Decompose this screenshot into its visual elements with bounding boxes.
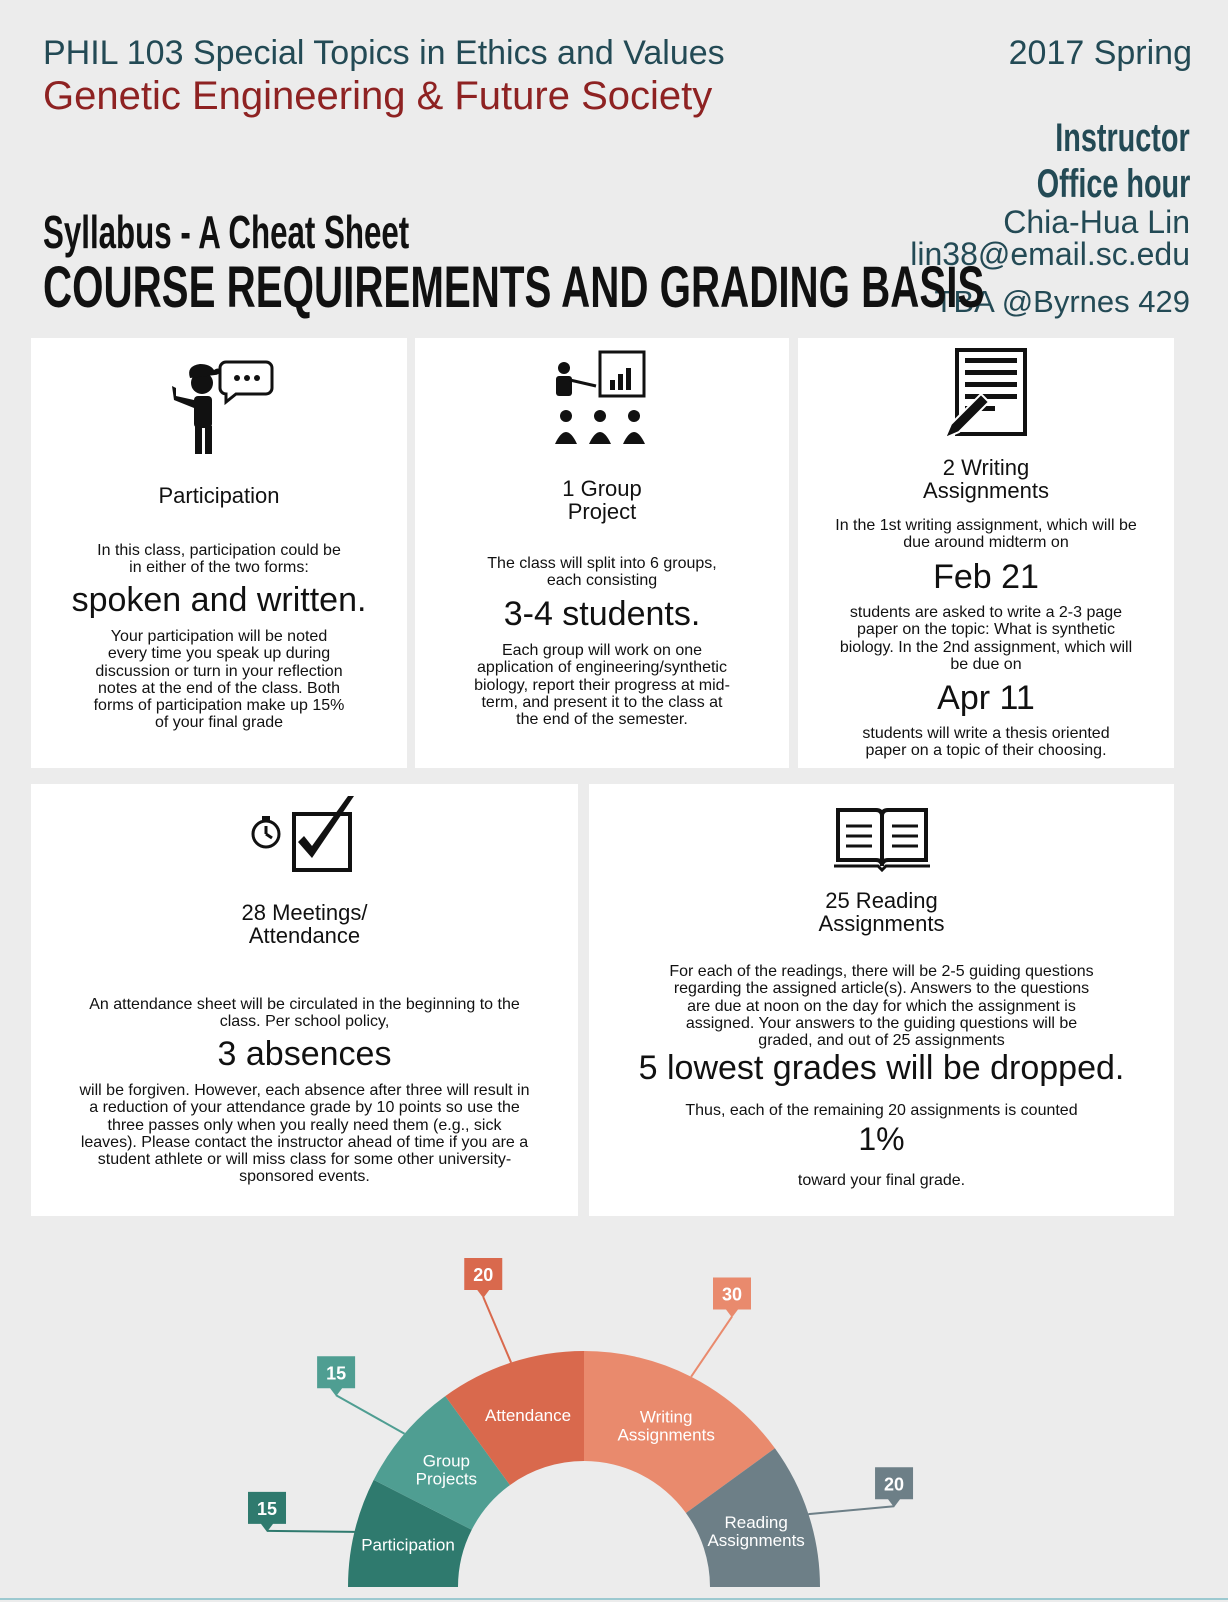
slice-label-writing-assignments: Writing Assignments bbox=[617, 1407, 715, 1445]
group-project-body: Each group will work on one application of engineering/synthetic biology, report their progress at mid-term, and present it to the class at the end of the semester. bbox=[474, 642, 730, 729]
writing-date1: Feb 21 bbox=[933, 558, 1039, 596]
writing-date2: Apr 11 bbox=[937, 679, 1035, 717]
participation-intro: In this class, participation could be in either of the two forms: bbox=[97, 542, 341, 577]
group-project-highlight: 3-4 students. bbox=[503, 595, 701, 633]
office-hour-label: Office hour bbox=[1036, 162, 1190, 206]
document-pen-icon bbox=[941, 346, 1031, 442]
writing-assignments-card bbox=[798, 338, 1174, 768]
writing-title-line1: 2 Writing bbox=[942, 455, 1030, 480]
cheat-sheet-title: Syllabus - A Cheat Sheet bbox=[43, 206, 410, 258]
office-hour-location: TBA @Byrnes 429 bbox=[934, 284, 1190, 319]
stopwatch-checkbox-icon bbox=[250, 794, 360, 874]
group-project-title-line2: Project bbox=[567, 499, 637, 524]
pin-connector-writing-assignments bbox=[691, 1317, 732, 1377]
writing-intro: In the 1st writing assignment, which will be due around midterm on bbox=[835, 517, 1137, 552]
pin-connector-attendance bbox=[483, 1297, 511, 1363]
pin-value-writing-assignments: 30 bbox=[721, 1284, 743, 1305]
group-project-card bbox=[415, 338, 789, 768]
pin-connector-group-projects bbox=[336, 1395, 404, 1433]
attendance-title-line1: 28 Meetings/ bbox=[241, 900, 368, 925]
attendance-body: will be forgiven. However, each absence after three will result in a reduction of your attendance grade by 10 points so use the three passes only when you really need them (e.g., sick leaves). Please contact the instructor ahead of time if you are a student athlete or will miss class for some other university-sponsored events. bbox=[79, 1082, 530, 1186]
writing-title-line2: Assignments bbox=[923, 478, 1049, 503]
attendance-title-line2: Attendance bbox=[248, 923, 361, 948]
pin-value-reading-assignments: 20 bbox=[884, 1474, 905, 1495]
slice-label-reading-assignments: Reading Assignments bbox=[707, 1513, 805, 1551]
pin-value-group-projects: 15 bbox=[326, 1363, 347, 1384]
reading-intro: For each of the readings, there will be 2-5 guiding questions regarding the assigned article(s). Answers to the questions are due at noon on the day for which the assignment is assigned. Your answers to the guiding questions will be graded, and out of 25 assignments bbox=[669, 963, 1094, 1050]
bottom-divider bbox=[0, 1598, 1228, 1600]
writing-middle: students are asked to write a 2-3 page paper on the topic: What is synthetic biology. In the 2nd assignment, which will be due on bbox=[839, 604, 1133, 673]
speaking-person-icon bbox=[164, 348, 274, 458]
instructor-email: lin38@email.sc.edu bbox=[910, 236, 1190, 272]
slice-label-attendance: Attendance bbox=[485, 1405, 572, 1425]
participation-card bbox=[31, 338, 407, 768]
group-project-intro: The class will split into 6 groups, each consisting bbox=[487, 555, 717, 590]
pin-connector-participation bbox=[267, 1531, 355, 1532]
reading-body: toward your final grade. bbox=[797, 1172, 966, 1189]
reading-highlight: 5 lowest grades will be dropped. bbox=[638, 1049, 1125, 1087]
reading-middle: Thus, each of the remaining 20 assignments is counted bbox=[685, 1102, 1078, 1119]
requirements-title: COURSE REQUIREMENTS AND GRADING BASIS bbox=[43, 255, 985, 320]
attendance-intro: An attendance sheet will be circulated in the beginning to the class. Per school policy, bbox=[89, 996, 520, 1031]
reading-percent: 1% bbox=[858, 1121, 905, 1157]
presentation-icon bbox=[552, 348, 652, 448]
pin-value-participation: 15 bbox=[256, 1498, 278, 1519]
slice-label-participation: Participation bbox=[361, 1535, 455, 1555]
instructor-label: Instructor bbox=[1055, 116, 1190, 160]
attendance-highlight: 3 absences bbox=[217, 1035, 392, 1073]
instructor-name: Chia-Hua Lin bbox=[1003, 204, 1190, 240]
participation-title: Participation bbox=[158, 483, 280, 508]
group-project-title-line1: 1 Group bbox=[562, 476, 642, 501]
participation-highlight: spoken and written. bbox=[71, 581, 367, 619]
pin-value-attendance: 20 bbox=[473, 1264, 494, 1285]
slice-label-group-projects: Group Projects bbox=[415, 1451, 478, 1489]
course-name: Genetic Engineering & Future Society bbox=[43, 74, 713, 118]
pin-connector-reading-assignments bbox=[808, 1506, 894, 1514]
grading-half-donut-chart bbox=[0, 1225, 1228, 1602]
reading-title-line1: 25 Reading bbox=[825, 888, 938, 913]
writing-body: students will write a thesis oriented paper on a topic of their choosing. bbox=[862, 725, 1110, 760]
open-book-icon bbox=[832, 802, 932, 872]
reading-title-line2: Assignments bbox=[818, 911, 945, 936]
reading-assignments-card bbox=[589, 784, 1174, 1216]
attendance-card bbox=[31, 784, 578, 1216]
semester: 2017 Spring bbox=[1008, 34, 1192, 72]
course-code: PHIL 103 Special Topics in Ethics and Values bbox=[43, 34, 725, 72]
participation-body: Your participation will be noted every time you speak up during discussion or turn in your reflection notes at the end of the class. Both forms of participation make up 15% of your final grade bbox=[93, 628, 345, 732]
